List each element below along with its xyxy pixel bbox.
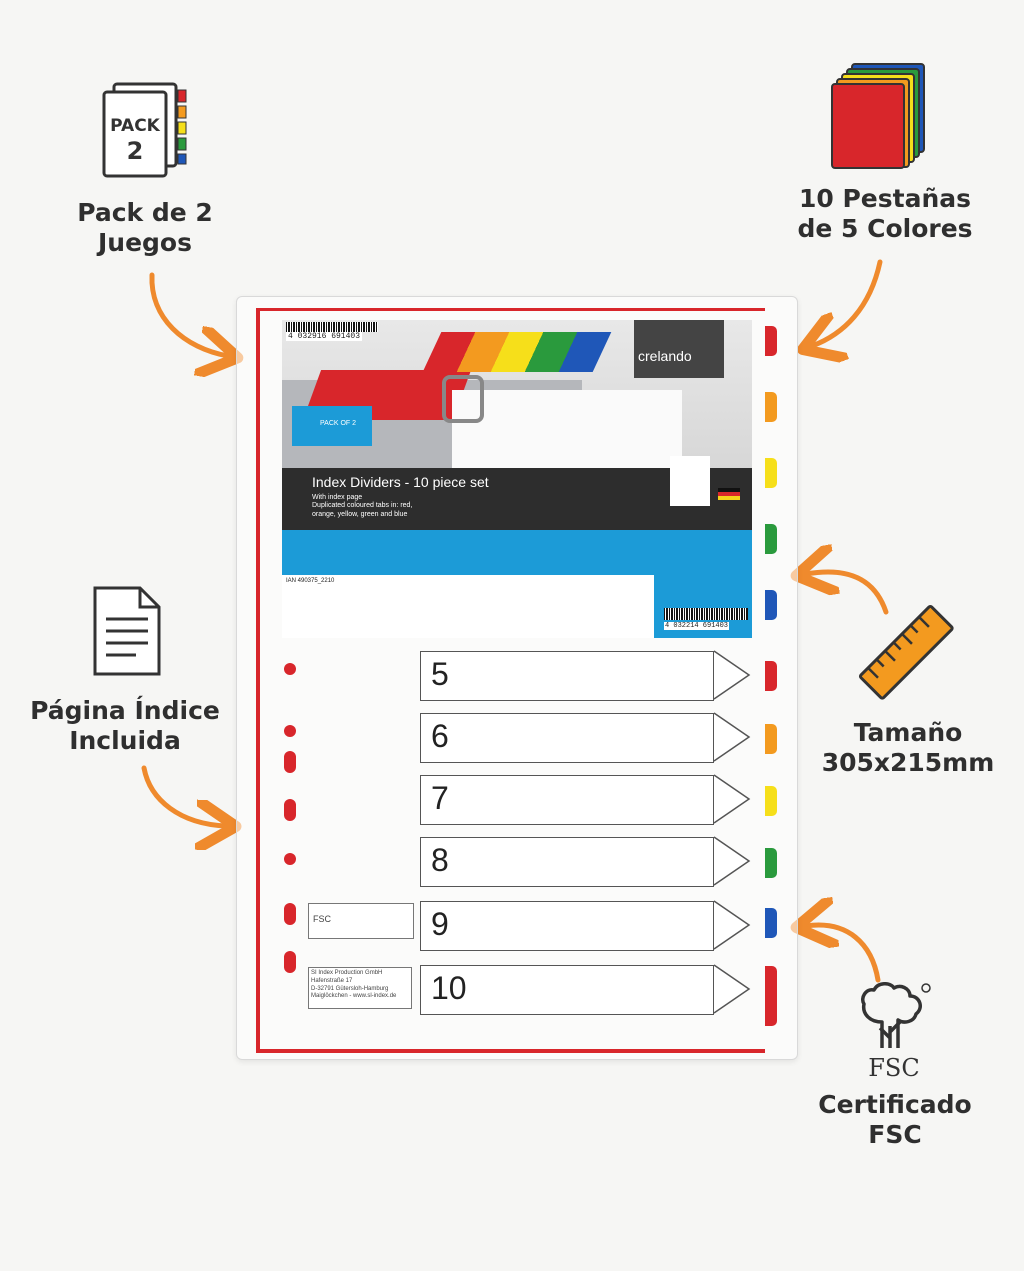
punch-hole	[284, 751, 296, 773]
row-arrow-icon	[713, 836, 751, 886]
row-arrow-icon	[713, 900, 751, 950]
photo-tabs	[423, 332, 612, 372]
index-number: 5	[431, 656, 449, 692]
photo-index-sheet	[452, 390, 682, 468]
row-arrow-icon	[713, 650, 751, 700]
producer-note: SI Index Production GmbH Hafenstraße 17 D-32791 Gütersloh-Hamburg Maiglöckchen - www.sl-index.de	[308, 967, 412, 1009]
legal-text-block	[282, 575, 654, 638]
pack-label: Pack de 2 Juegos	[77, 198, 213, 257]
article-number: IAN 490375_2210	[286, 578, 335, 584]
product-title: Index Dividers - 10 piece set	[312, 474, 489, 490]
index-row	[420, 901, 714, 951]
photo-ring-mechanism	[442, 375, 484, 423]
brand-logo: crelando	[638, 348, 692, 364]
fsc-label-box	[670, 456, 710, 506]
size-label: Tamaño 305x215mm	[821, 718, 995, 777]
punch-hole	[284, 903, 296, 925]
pack-badge	[292, 406, 372, 446]
index-row	[420, 775, 714, 825]
index-number: 9	[431, 906, 449, 942]
barcode-top	[286, 322, 378, 332]
barcode-bottom-number: 4 032214 691403	[665, 622, 729, 630]
index-row	[420, 651, 714, 701]
index-number: 8	[431, 842, 449, 878]
product-subtitle: With index page Duplicated coloured tabs in: red, orange, yellow, green and blue	[312, 494, 413, 518]
barcode-top-number: 4 032916 691403	[288, 332, 361, 341]
fsc-stamp	[308, 903, 414, 939]
fsc-stamp-text: FSC	[313, 914, 331, 924]
product-package	[236, 296, 796, 1058]
index-page-label: Página Índice Incluida	[30, 696, 220, 755]
row-arrow-icon	[713, 774, 751, 824]
language-band	[282, 530, 752, 638]
punch-hole	[284, 725, 296, 737]
title-band	[282, 468, 752, 530]
fsc-label: Certificado FSC	[818, 1090, 972, 1149]
punch-hole	[284, 799, 296, 821]
punch-hole	[284, 853, 296, 865]
punch-hole	[284, 663, 296, 675]
pack-icon-number: 2	[126, 137, 144, 165]
index-row	[420, 965, 714, 1015]
row-arrow-icon	[713, 712, 751, 762]
tabs-label: 10 Pestañas de 5 Colores	[797, 184, 973, 243]
index-row	[420, 713, 714, 763]
fsc-logo-text: FSC	[868, 1054, 920, 1082]
index-row	[420, 837, 714, 887]
index-number: 7	[431, 780, 449, 816]
pack-badge-text: PACK OF 2	[320, 420, 357, 427]
barcode-bottom	[664, 608, 748, 620]
punch-hole	[284, 951, 296, 973]
row-arrow-icon	[713, 964, 751, 1014]
index-number: 10	[431, 970, 467, 1006]
germany-flag-icon	[718, 488, 740, 500]
product-photo	[282, 320, 752, 468]
product-card	[282, 320, 752, 638]
index-number: 6	[431, 718, 449, 754]
pack-icon-text: PACK	[110, 116, 160, 136]
